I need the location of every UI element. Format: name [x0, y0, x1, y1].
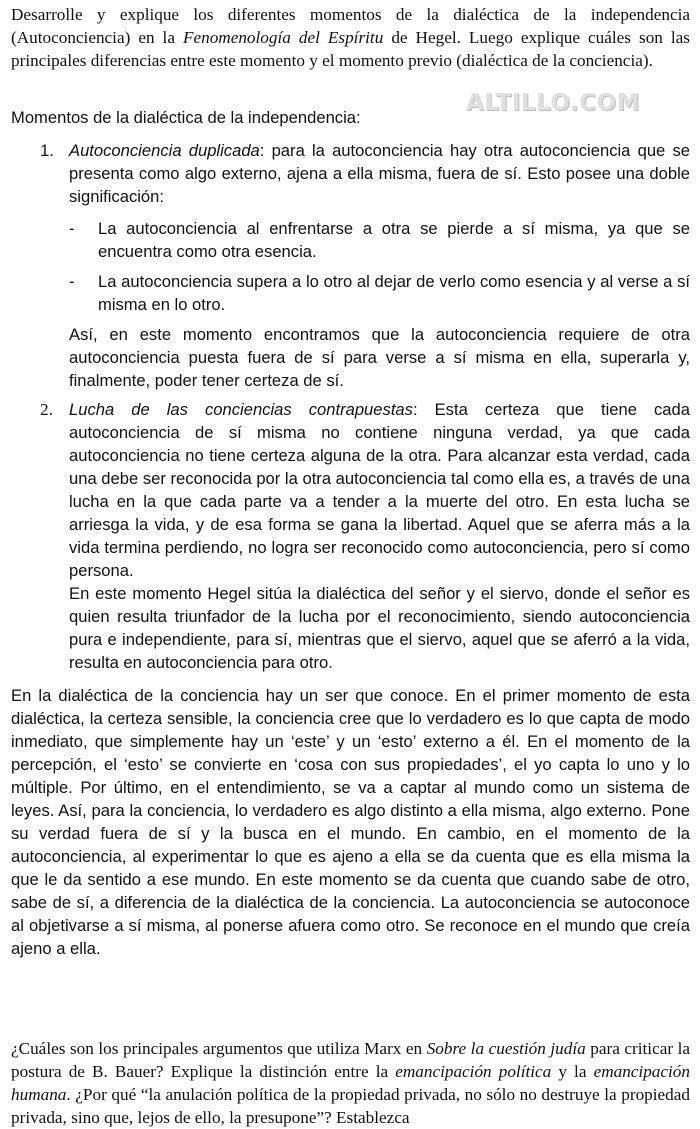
question-2-text-4: . ¿Por qué “la anulación política de la propiedad privada, no sólo no destruye la propiedad privada, sino que, lejos de ello, la presupone”? Establezca — [11, 1085, 690, 1127]
dash-marker: - — [69, 272, 75, 291]
list-item-2 — [40, 398, 690, 674]
term-human-emancipation: emancipación humana — [11, 1062, 690, 1104]
list-item-2-continuation: En este momento Hegel sitúa la dialéctica del señor y el siervo, donde el señor es quien resulta triunfador de la lucha por el reconocimiento, siendo autoconciencia pura e independiente, para sí, mientras que el siervo, aquel que se aferró a la vida, resulta en autoconciencia para otro. — [69, 584, 690, 672]
list-item-1-title: Autoconciencia duplicada — [69, 141, 260, 160]
list-item-2-title: Lucha de las conciencias contrapuestas — [69, 400, 413, 419]
question-2-book-title: Sobre la cuestión judía — [426, 1039, 586, 1058]
bullet-text: La autoconciencia al enfrentarse a otra se pierde a sí misma, ya que se encuentra como otra esencia. — [98, 219, 690, 261]
question-2 — [11, 1037, 690, 1129]
comparison-paragraph: En la dialéctica de la conciencia hay un ser que conoce. En el primer momento de esta dialéctica, la certeza sensible, la conciencia cree que lo verdadero es lo que capta de modo inmediato, que simplemente hay un ‘este’ y un ‘esto’ externo a él. En el momento de la percepción, el ‘esto’ se convierte en ‘cosa con sus propiedades’, el yo capta lo uno y lo múltiple. Por último, en el entendimiento, se va a captar al mundo como un sistema de leyes. Así, para la conciencia, lo verdadero es algo distinto a ella misma, algo externo. Pone su verdad fuera de sí y la busca en el mundo. En cambio, en el momento de la autoconciencia, al experimentar lo que es ajeno a ella se da cuenta que es ella misma la que le da sentido a ese mundo. En este momento se da cuenta que cuando sabe de otro, sabe de sí, a diferencia de la dialéctica de la conciencia. La autoconciencia se autoconoce al objetivarse a sí misma, al ponerse afuera como otro. Se reconoce en el mundo que creía ajeno a ella. — [11, 686, 690, 958]
bullet-item — [69, 270, 690, 316]
altillo-watermark-logo: ALTILLO.COM — [466, 90, 640, 116]
list-item-number: 2. — [40, 400, 53, 419]
term-political-emancipation: emancipación política — [395, 1062, 552, 1081]
question-1 — [11, 3, 690, 72]
list-item-number: 1. — [40, 141, 54, 160]
question-2-text-3: y la — [551, 1062, 594, 1081]
question-1-text: Desarrolle y explique los diferentes momentos de la dialéctica de la independencia (Autoconciencia) en la — [11, 5, 690, 47]
list-item-2-text — [69, 398, 690, 582]
dash-marker: - — [69, 219, 75, 238]
question-1-book-title: Fenomenología del Espíritu — [182, 28, 384, 47]
question-1-text-end: de Hegel. Luego explique cuáles son las principales diferencias entre este momento y el momento previo (dialéctica de la conciencia). — [11, 28, 690, 70]
question-2-text-2: para criticar la postura de B. Bauer? Explique la distinción entre la — [11, 1039, 690, 1081]
question-2-text: ¿Cuáles son los principales argumentos que utiliza Marx en — [11, 1039, 427, 1058]
list-item-1-description: : para la autoconciencia hay otra autoconciencia que se presenta como algo externo, ajena a ella misma, fuera de sí. Esto posee una doble significación: — [69, 141, 690, 206]
list-item-1-text — [69, 139, 690, 208]
list-item-1-conclusion: Así, en este momento encontramos que la autoconciencia requiere de otra autoconciencia puesta fuera de sí para verse a sí misma en ella, superarla y, finalmente, poder tener certeza de sí. — [69, 325, 690, 390]
list-item-1 — [40, 139, 690, 392]
bullet-item — [69, 217, 690, 263]
section-heading: Momentos de la dialéctica de la independencia: — [11, 108, 361, 127]
bullet-text: La autoconciencia supera a lo otro al dejar de verlo como esencia y al verse a sí misma en lo otro. — [98, 272, 690, 314]
list-item-2-description: : Esta certeza que tiene cada autoconciencia de sí misma no contiene ninguna verdad, ya que cada autoconciencia no tiene certeza alguna de la otra. Para alcanzar esta verdad, cada una debe ser reconocida por la otra autoconciencia tal como ella es, a través de una lucha en la que cada parte va a tender a la muerte del otro. En esta lucha se arriesga la vida, y de esa forma se gana la libertad. Aquel que se aferra más a la vida termina perdiendo, no logra ser reconocido como autoconciencia, pero sí como persona. — [69, 400, 690, 580]
